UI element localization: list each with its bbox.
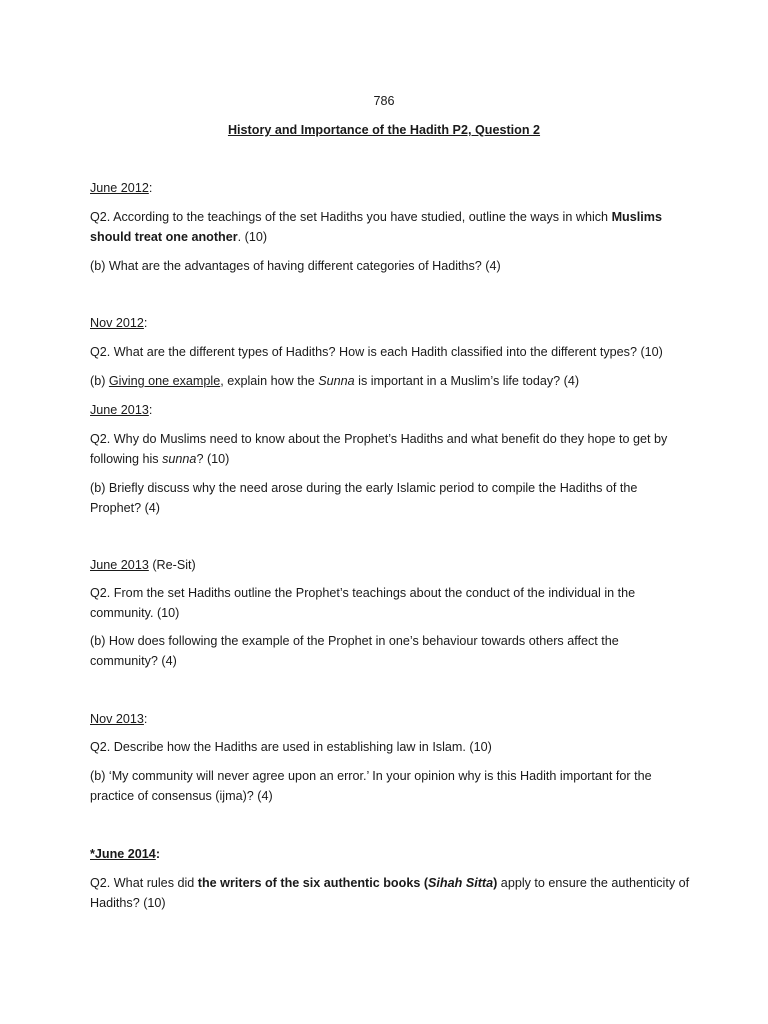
question-b: (b) ‘My community will never agree upon an error.’ In your opinion why is this Hadith important for the practice of consensus (ijma)? (4) <box>90 769 652 803</box>
question-q2 <box>90 208 690 247</box>
date-label: June 2013 <box>90 403 149 417</box>
page-number-label: 786 <box>373 94 395 108</box>
section-date-heading <box>90 710 690 730</box>
question-b <box>90 372 690 392</box>
question-q2 <box>90 430 690 469</box>
section-date-heading <box>90 556 690 576</box>
question-q2: Q2. Describe how the Hadiths are used in establishing law in Islam. (10) <box>90 740 492 754</box>
question-q2: Q2. What are the different types of Hadiths? How is each Hadith classified into the different types? (10) <box>90 345 663 359</box>
question-marks: ? (10) <box>196 451 230 466</box>
page-title: History and Importance of the Hadith P2, Question 2 <box>227 123 541 137</box>
question-italic-term: Sihah Sitta <box>428 876 494 890</box>
date-label: *June 2014 <box>90 847 156 861</box>
date-suffix: : <box>148 181 153 195</box>
section-date-heading <box>90 314 690 334</box>
date-label: June 2013 <box>90 558 149 572</box>
question-text: Q2. Why do Muslims need to know about the Prophet’s Hadiths and what benefit do they hope to get by following his <box>90 432 668 466</box>
question-b: (b) How does following the example of the Prophet in one’s behaviour towards others affect the community? (4) <box>90 634 619 668</box>
question-text: Q2. What rules did <box>90 876 198 890</box>
question-emphasis: the writers of the six authentic books ( <box>197 876 429 890</box>
question-emphasis: Muslims should treat one another <box>90 210 662 244</box>
section-date-heading <box>90 179 690 199</box>
question-text: (b) <box>90 374 109 388</box>
date-suffix: : <box>143 316 148 330</box>
question-italic-term: Sunna <box>318 374 355 388</box>
date-suffix: : <box>155 847 161 861</box>
question-marks: apply to ensure the authenticity of Hadiths? (10) <box>90 876 690 910</box>
question-b: (b) What are the advantages of having different categories of Hadiths? (4) <box>90 259 501 273</box>
question-q2: Q2. From the set Hadiths outline the Prophet’s teachings about the conduct of the individual in the community. (10) <box>90 586 636 620</box>
section-date-heading <box>90 845 690 865</box>
question-italic-term: sunna <box>162 451 197 466</box>
question-emphasis: Giving one example <box>108 374 221 388</box>
question-text: , explain how the <box>220 374 319 388</box>
question-b: (b) Briefly discuss why the need arose during the early Islamic period to compile the Hadiths of the Prophet? (4) <box>90 481 638 515</box>
date-label: Nov 2013 <box>90 712 144 726</box>
section-date-heading <box>90 401 690 421</box>
date-label: June 2012 <box>90 181 149 195</box>
question-emphasis: ) <box>493 876 498 890</box>
date-suffix: : <box>143 712 148 726</box>
question-marks: . (10) <box>237 229 268 244</box>
question-text: Q2. According to the teachings of the set Hadiths you have studied, outline the ways in which <box>90 210 612 224</box>
question-q2 <box>90 874 690 913</box>
question-text: is important in a Muslim’s life today? (4) <box>354 374 580 388</box>
date-suffix: : <box>148 403 153 417</box>
date-suffix: (Re-Sit) <box>148 558 196 572</box>
date-label: Nov 2012 <box>90 316 144 330</box>
